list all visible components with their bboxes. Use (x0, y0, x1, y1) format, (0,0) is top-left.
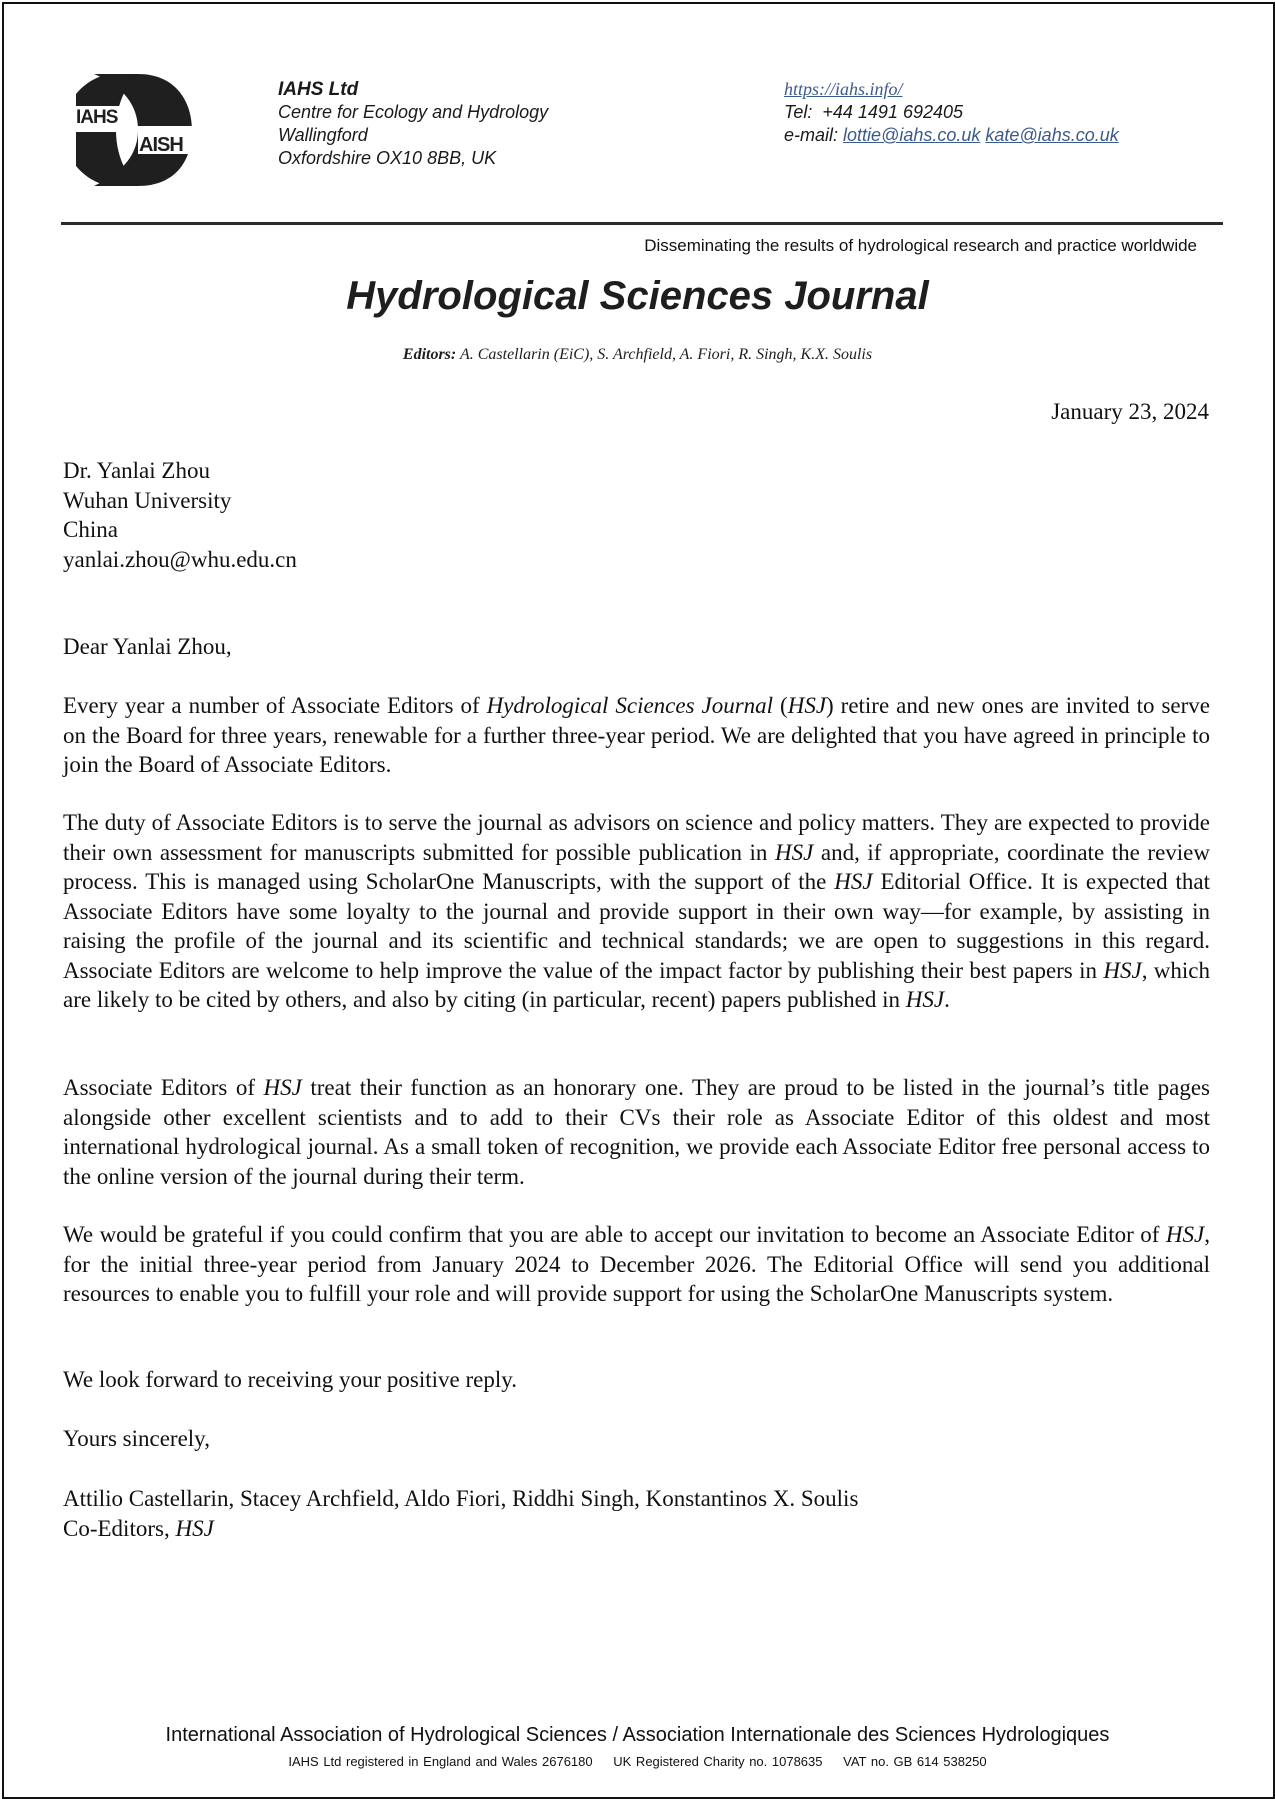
tel-label: Tel: (784, 102, 813, 122)
text-run: and, if appropriate, coordinate the review process. This is managed using ScholarOne Manuscripts, with the support of the (63, 839, 1210, 894)
vat-number: VAT no. GB 614 538250 (843, 1754, 987, 1769)
text-run: treat their function as an honorary one. They are proud to be listed in the journal’s title pages alongside other excellent scientists and to add to their CVs their role as Associate Editor of this oldest and most international hydrological journal. As a small token of recognition, we provide each Associate Editor free personal access to the online version of the journal during their term. (63, 1075, 1210, 1189)
journal-title: Hydrological Sciences Journal (346, 274, 929, 318)
tagline: Disseminating the results of hydrological research and practice worldwide (644, 236, 1197, 255)
closing-line: We look forward to receiving your positive reply. (63, 1367, 517, 1392)
paragraph-2 (63, 808, 1210, 1015)
organization-name: IAHS Ltd (278, 79, 359, 100)
salutation: Dear Yanlai Zhou, (63, 634, 232, 659)
signatory-title (63, 1514, 858, 1544)
text-run: Editorial Office. It is expected that Associate Editors have some loyalty to the journal and provide support in their own way—for example, by assisting in raising the profile of the journal and its scientific and technical standards; we are open to suggestions in this regard. Associate Editors are welcome to help improve the value of the impact factor by publishing their best papers in (63, 869, 1210, 983)
email-link-kate[interactable]: kate@iahs.co.uk (985, 125, 1119, 145)
email-link-lottie[interactable]: lottie@iahs.co.uk (843, 125, 981, 145)
editors-line (0, 346, 1275, 364)
charity-number: UK Registered Charity no. 1078635 (613, 1754, 823, 1769)
recipient-name: Dr. Yanlai Zhou (63, 458, 210, 483)
hsj-abbr: HSJ (787, 693, 827, 718)
email-label: e-mail: (784, 125, 839, 145)
hsj-abbr: HSJ (905, 987, 945, 1012)
paragraph-3 (63, 1073, 1210, 1191)
iahs-logo-icon (76, 74, 196, 186)
hsj-abbr: HSJ (1103, 957, 1142, 983)
signatory-names: Attilio Castellarin, Stacey Archfield, Aldo Fiori, Riddhi Singh, Konstantinos X. Soulis (63, 1486, 859, 1511)
signoff: Yours sincerely, (63, 1426, 210, 1451)
svg-text:AISH: AISH (139, 134, 183, 156)
text-run: Co-Editors, (63, 1515, 176, 1541)
hsj-abbr: HSJ (263, 1075, 302, 1100)
editors-label: Editors: (402, 346, 457, 363)
website-link[interactable]: https://iahs.info/ (784, 79, 903, 99)
tel-number: +44 1491 692405 (822, 102, 964, 122)
text-run: Every year a number of Associate Editors of (63, 693, 487, 718)
paragraph-1 (63, 691, 1210, 780)
text-run: ) retire and new ones are invited to serve on the Board for three years, renewable for a further three-year period. We are delighted that you have agreed in principle to join the Board of Associate Editors. (63, 693, 1210, 777)
hsj-abbr: HSJ (834, 869, 873, 894)
hsj-abbr: HSJ (1165, 1222, 1205, 1247)
svg-text:IAHS: IAHS (76, 107, 118, 128)
footer-registration (0, 1754, 1275, 1769)
recipient-email: yanlai.zhou@whu.edu.cn (63, 546, 297, 572)
hsj-abbr: HSJ (175, 1515, 214, 1541)
address-line: Centre for Ecology and Hydrology (278, 102, 549, 122)
header-divider (61, 222, 1223, 225)
editors-names: A. Castellarin (EiC), S. Archfield, A. Fiori, R. Singh, K.X. Soulis (459, 346, 873, 363)
signature-block (63, 1484, 858, 1543)
text-run: Associate Editors of (63, 1075, 264, 1100)
address-line: Wallingford (278, 125, 368, 145)
recipient-institution: Wuhan University (63, 487, 232, 513)
text-run: . (944, 987, 950, 1012)
text-run: We would be grateful if you could confirm that you are able to accept our invitation to become an Associate Editor of (63, 1222, 1166, 1247)
recipient-block (63, 456, 297, 574)
paragraph-4 (63, 1220, 1210, 1309)
contact-info (784, 78, 1119, 147)
journal-name-italic: Hydrological Sciences Journal (486, 693, 774, 718)
text-run: The duty of Associate Editors is to serve the journal as advisors on science and policy matters. They are expected to provide their own assessment for manuscripts submitted for possible publication in (63, 810, 1210, 865)
text-run: , which are likely to be cited by others, and also by citing (in particular, recent) papers published in (63, 957, 1210, 1012)
recipient-country: China (63, 517, 118, 542)
text-run: , for the initial three-year period from January 2024 to December 2026. The Editorial Office will send you additional resources to enable you to fulfill your role and will provide support for using the ScholarOne Manuscripts system. (63, 1222, 1210, 1306)
hsj-abbr: HSJ (774, 839, 814, 865)
footer-association: International Association of Hydrological Sciences / Association Internationale des Sciences Hydrologiques (165, 1724, 1110, 1746)
letter-date: January 23, 2024 (1051, 399, 1209, 424)
company-registration: IAHS Ltd registered in England and Wales 2676180 (288, 1754, 593, 1769)
address-line: Oxfordshire OX10 8BB, UK (278, 148, 497, 168)
text-run: ( (773, 693, 788, 718)
organization-address (278, 78, 548, 170)
